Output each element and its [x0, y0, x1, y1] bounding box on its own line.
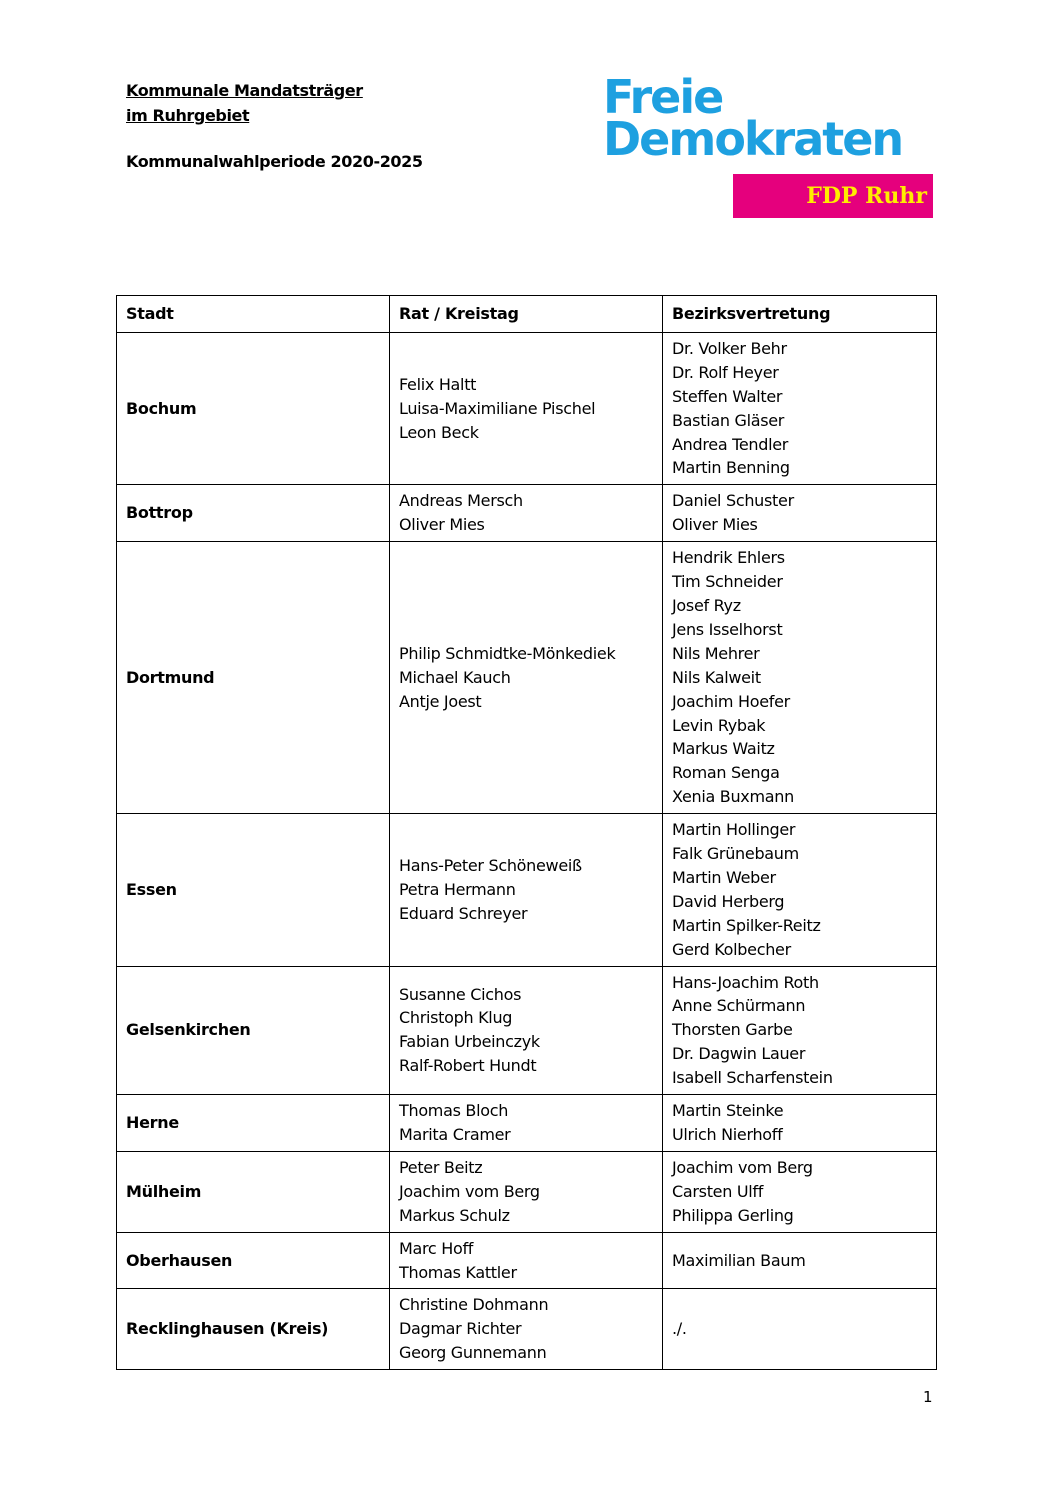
logo-word-freie: Freie [603, 70, 723, 124]
member-name: Martin Steinke [672, 1101, 784, 1121]
member-name: Carsten Ulff [672, 1181, 764, 1201]
member-name: Marc Hoff [399, 1238, 474, 1258]
header-rat-kreistag: Rat / Kreistag [390, 296, 663, 333]
member-name: Ralf-Robert Hundt [399, 1056, 537, 1076]
bezirksvertretung-cell [663, 1095, 937, 1152]
member-name: Dr. Dagwin Lauer [672, 1044, 806, 1064]
member-name: Hans-Peter Schöneweiß [399, 855, 582, 875]
member-name: David Herberg [672, 891, 785, 911]
member-name: Leon Beck [399, 422, 479, 442]
member-name: Dagmar Richter [399, 1319, 522, 1339]
member-name: Andrea Tendler [672, 434, 789, 454]
member-name: Xenia Buxmann [672, 787, 794, 807]
member-name: Maximilian Baum [672, 1250, 806, 1270]
rat-kreistag-cell [390, 485, 663, 542]
city-cell: Dortmund [117, 542, 390, 814]
member-name: Thomas Bloch [399, 1101, 509, 1121]
rat-kreistag-cell [390, 966, 663, 1095]
page-number: 1 [923, 1388, 933, 1406]
member-name: Andreas Mersch [399, 491, 523, 511]
member-name: Joachim vom Berg [672, 1157, 813, 1177]
rat-kreistag-cell [390, 1232, 663, 1289]
member-name: Christoph Klug [399, 1008, 513, 1028]
city-cell: Herne [117, 1095, 390, 1152]
member-name: Martin Hollinger [672, 820, 796, 840]
bezirksvertretung-cell [663, 542, 937, 814]
member-name: Antje Joest [399, 691, 482, 711]
member-name: Steffen Walter [672, 386, 783, 406]
rat-kreistag-cell [390, 332, 663, 484]
member-name: Josef Ryz [672, 595, 741, 615]
member-name: Tim Schneider [672, 572, 783, 592]
member-name: Oliver Mies [399, 515, 485, 535]
table-row [117, 1095, 937, 1152]
city-cell: Recklinghausen (Kreis) [117, 1289, 390, 1370]
member-name: Martin Weber [672, 867, 776, 887]
member-name: Daniel Schuster [672, 491, 794, 511]
member-name: Susanne Cichos [399, 984, 522, 1004]
member-name: Markus Waitz [672, 739, 775, 759]
election-period: Kommunalwahlperiode 2020-2025 [126, 152, 423, 171]
member-name: Luisa-Maximiliane Pischel [399, 398, 596, 418]
city-cell: Oberhausen [117, 1232, 390, 1289]
member-name: Nils Mehrer [672, 643, 760, 663]
bezirksvertretung-cell [663, 1289, 937, 1370]
document-title [126, 78, 363, 128]
bezirksvertretung-cell [663, 485, 937, 542]
table-row [117, 966, 937, 1095]
member-name: Joachim vom Berg [399, 1181, 540, 1201]
bezirksvertretung-cell [663, 1151, 937, 1232]
table-row [117, 485, 937, 542]
title-line-1: Kommunale Mandatsträger [126, 81, 363, 100]
table-row [117, 1232, 937, 1289]
member-name: Petra Hermann [399, 879, 516, 899]
member-name: Martin Benning [672, 458, 790, 478]
title-line-2: im Ruhrgebiet [126, 106, 250, 125]
mandates-table [116, 295, 937, 1370]
member-name: Felix Haltt [399, 374, 477, 394]
table-row [117, 1151, 937, 1232]
member-name: Ulrich Nierhoff [672, 1125, 783, 1144]
rat-kreistag-cell [390, 814, 663, 966]
member-name: Philippa Gerling [672, 1205, 794, 1225]
member-name: Marita Cramer [399, 1125, 511, 1144]
member-name: Hans-Joachim Roth [672, 972, 819, 992]
rat-kreistag-cell [390, 1095, 663, 1152]
rat-kreistag-cell [390, 1289, 663, 1370]
member-name: Georg Gunnemann [399, 1343, 547, 1363]
member-name: Dr. Volker Behr [672, 338, 787, 358]
member-name: Jens Isselhorst [672, 619, 783, 639]
member-name: Michael Kauch [399, 667, 511, 687]
member-name: Levin Rybak [672, 715, 766, 735]
member-name: Roman Senga [672, 763, 780, 783]
table-row [117, 1289, 937, 1370]
city-cell: Mülheim [117, 1151, 390, 1232]
member-name: Thomas Kattler [399, 1262, 517, 1282]
member-name: Thorsten Garbe [672, 1020, 793, 1040]
member-name: Joachim Hoefer [672, 691, 790, 711]
city-cell: Essen [117, 814, 390, 966]
bezirksvertretung-cell [663, 966, 937, 1095]
logo-badge-text: FDP Ruhr [806, 183, 927, 209]
bezirksvertretung-cell [663, 1232, 937, 1289]
member-name: Eduard Schreyer [399, 903, 528, 923]
member-name: Dr. Rolf Heyer [672, 362, 779, 382]
rat-kreistag-cell [390, 1151, 663, 1232]
member-name: Oliver Mies [672, 515, 758, 535]
header-stadt: Stadt [117, 296, 390, 333]
member-name: Markus Schulz [399, 1205, 510, 1225]
member-name: Christine Dohmann [399, 1295, 549, 1315]
member-name: Bastian Gläser [672, 410, 785, 430]
member-name: Anne Schürmann [672, 996, 806, 1016]
header-bezirksvertretung: Bezirksvertretung [663, 296, 937, 333]
table-header-row [117, 296, 937, 333]
logo-badge [733, 174, 933, 218]
member-name: Gerd Kolbecher [672, 939, 791, 959]
logo-word-demokraten: Demokraten [603, 112, 903, 166]
member-name: Falk Grünebaum [672, 844, 799, 864]
member-name: Martin Spilker-Reitz [672, 915, 821, 935]
member-name: Fabian Urbeinczyk [399, 1032, 540, 1052]
city-cell: Bochum [117, 332, 390, 484]
table-row [117, 542, 937, 814]
member-name: Isabell Scharfenstein [672, 1068, 833, 1088]
city-cell: Gelsenkirchen [117, 966, 390, 1095]
member-name: Hendrik Ehlers [672, 548, 785, 568]
fdp-logo [603, 70, 933, 220]
bezirksvertretung-cell [663, 814, 937, 966]
city-cell: Bottrop [117, 485, 390, 542]
table-row [117, 814, 937, 966]
bezirksvertretung-cell [663, 332, 937, 484]
member-name: ./. [672, 1319, 687, 1339]
table-row [117, 332, 937, 484]
member-name: Philip Schmidtke-Mönkediek [399, 643, 616, 663]
member-name: Nils Kalweit [672, 667, 761, 687]
rat-kreistag-cell [390, 542, 663, 814]
member-name: Peter Beitz [399, 1157, 483, 1177]
